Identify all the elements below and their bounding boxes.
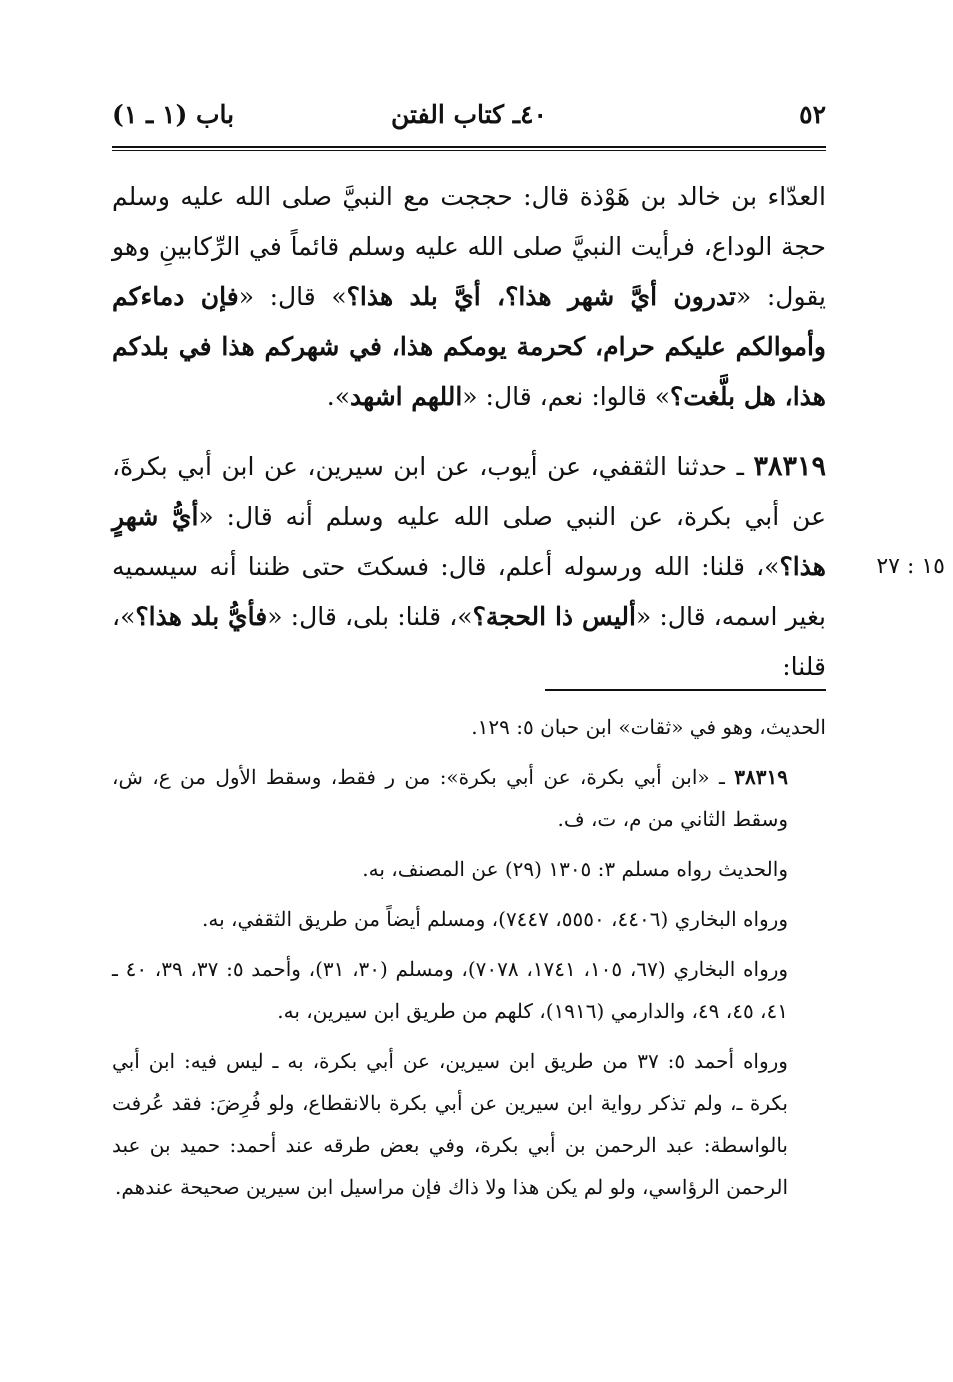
footnote-text: ـ «ابن أبي بكرة، عن أبي بكرة»: من ر فقط، وسقط الأول من ع، ش، وسقط الثاني من م، ت، ف. <box>112 765 788 831</box>
bold-quote: فأيُّ بلد هذا؟ <box>135 602 268 631</box>
paragraph-continuation <box>112 172 826 422</box>
text-run: » قال: « <box>238 282 347 311</box>
chapter-label: باب (١ ـ ١) <box>112 100 235 129</box>
text-run: ». <box>326 382 351 411</box>
text-run: »، قلنا: بلى، قال: « <box>267 602 473 631</box>
text-run: » قالوا: نعم، قال: « <box>462 382 671 411</box>
margin-reference: ١٥ : ٢٧ <box>876 554 945 579</box>
footnotes <box>112 706 826 1216</box>
page-header <box>112 96 826 136</box>
bold-quote: أليس ذا الحجة؟ <box>472 602 636 631</box>
text-run: »، قلنا: الله ورسوله أعلم، قال: فسكتَ حتى ظننا أنه سيسميه بغير اسمه، قال: « <box>112 552 826 631</box>
text-run: »، قلنا: <box>112 602 826 681</box>
footnote-number: ٣٨٣١٩ <box>734 765 788 789</box>
text-run: العدّاء بن خالد بن هَوْذة قال: حججت مع النبيَّ صلى الله عليه وسلم حجة الوداع، فرأيت النبيَّ صلى الله عليه وسلم قائماً في الرِّكابينِ وهو يقول: « <box>112 182 826 311</box>
footnote-entry <box>112 756 826 840</box>
bold-quote: تدرون أيَّ شهر هذا؟، أيَّ بلد هذا؟ <box>346 282 736 311</box>
bold-quote: أيُّ شهرٍ هذا؟ <box>112 502 826 581</box>
footnote-divider <box>545 689 826 691</box>
main-text <box>112 172 826 692</box>
footnote-line: ورواه البخاري (٤٤٠٦، ٥٥٥٠، ٧٤٤٧)، ومسلم أيضاً من طريق الثقفي، به. <box>202 907 788 931</box>
footnote-line: الحديث، وهو في «ثقات» ابن حبان ٥: ١٢٩. <box>471 715 826 739</box>
book-title: ٤٠ـ كتاب الفتن <box>391 100 547 129</box>
footnote-line: ورواه البخاري (٦٧، ١٠٥، ١٧٤١، ٧٠٧٨)، ومسلم (٣٠، ٣١)، وأحمد ٥: ٣٧، ٣٩، ٤٠ ـ ٤١، ٤٥، ٤٩، والدارمي (١٩١٦)، كلهم من طريق ابن سيرين، به. <box>112 957 789 1023</box>
bold-quote: اللهم اشهد <box>350 382 463 411</box>
page-number: ٥٢ <box>799 100 826 129</box>
footnote-line: ورواه أحمد ٥: ٣٧ من طريق ابن سيرين، عن أبي بكرة، به ـ ليس فيه: ابن أبي بكرة ـ، ولم تذكر رواية ابن سيرين عن أبي بكرة بالانقطاع، ولو فُرِضَ: فقد عُرفت بالواسطة: عبد الرحمن بن أبي بكرة، وفي بعض طرقه عند أحمد: حميد بن عبد الرحمن الرؤاسي، ولو لم يكن هذا ولا ذاك فإن مراسيل ابن سيرين صحيحة عندهم. <box>112 1049 788 1199</box>
bold-quote: فإن دماءكم وأموالكم عليكم حرام، كحرمة يومكم هذا، في شهركم هذا في بلدكم هذا، هل بلَّغت؟ <box>112 282 826 411</box>
header-divider <box>112 146 826 151</box>
hadith-paragraph <box>112 442 826 692</box>
hadith-number: ٣٨٣١٩ <box>753 451 826 482</box>
text-run: ـ حدثنا الثقفي، عن أيوب، عن ابن سيرين، عن ابن أبي بكرةَ، عن أبي بكرة، عن النبي صلى الله عليه وسلم أنه قال: « <box>112 452 826 531</box>
footnote-line: والحديث رواه مسلم ٣: ١٣٠٥ (٢٩) عن المصنف، به. <box>362 857 788 881</box>
